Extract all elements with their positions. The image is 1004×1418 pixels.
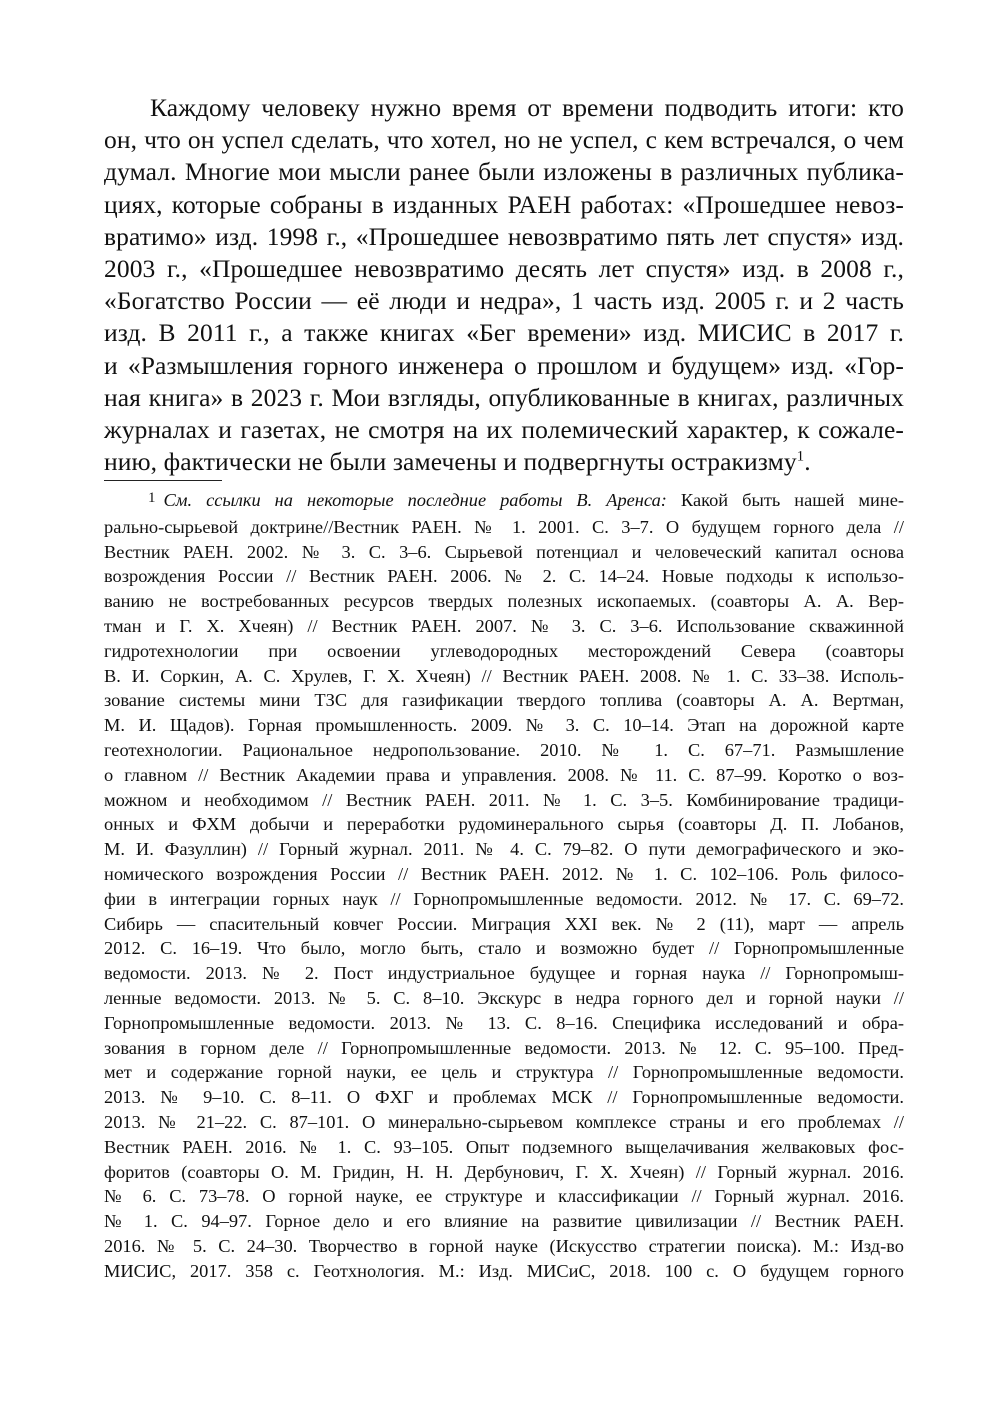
- footnote-line: ванию не востребованных ресурсов твердых полезных ископаемых. (соавторы А. А. Вер-: [104, 591, 904, 612]
- footnote-line: Вестник РАЕН. 2016. № 1. С. 93–105. Опыт подземного выщелачивания желваковых фос-: [104, 1136, 904, 1157]
- paragraph-line: ная книга» в 2023 г. Мои взгляды, опубликованные в книгах, различных: [104, 382, 904, 412]
- paragraph-line: изд. В 2011 г., а также книгах «Бег времени» изд. МИСИС в 2017 г.: [104, 318, 904, 348]
- paragraph-line: Каждому человеку нужно время от времени подводить итоги: кто: [150, 93, 904, 122]
- paragraph-line: он, что он успел сделать, что хотел, но не успел, с кем встречался, о чем: [104, 125, 904, 155]
- footnote-line: Вестник РАЕН. 2002. № 3. С. 3–6. Сырьевой потенциал и человеческий капитал основа: [104, 541, 904, 562]
- footnote-line: 2016. № 5. С. 24–30. Творчество в горной науке (Искусство стратегии поиска). М.: Изд-во: [104, 1235, 904, 1256]
- footnote-line: ленные ведомости. 2013. № 5. С. 8–10. Экскурс в недра горного дел и горной науки //: [104, 987, 904, 1008]
- footnote-line: зование системы мини ТЗС для газификации твердого топлива (соавторы А. А. Вертман,: [104, 690, 904, 711]
- footnote-line: гидротехнологии при освоении углеводородных месторождений Севера (соавторы: [104, 640, 904, 661]
- footnote-line: № 1. С. 94–97. Горное дело и его влияние на развитие цивилизации // Вестник РАЕН.: [104, 1211, 904, 1232]
- paragraph-line: и «Размышления горного инженера о прошлом и будущем» изд. «Гор-: [104, 350, 904, 380]
- paragraph-line-text: нию, фактически не были замечены и подвергнуты остракизму: [104, 447, 797, 477]
- footnote-first-line: [104, 488, 904, 515]
- footnote-line: фии в интеграции горных наук // Горнопромышленные ведомости. 2012. № 17. С. 69–72.: [104, 888, 904, 909]
- footnote-line: 2013. № 9–10. С. 8–11. О ФХГ и проблемах МСК // Горнопромышленные ведомости.: [104, 1087, 904, 1108]
- footnote-line: номического возрождения России // Вестник РАЕН. 2012. № 1. С. 102–106. Роль филосо-: [104, 863, 904, 884]
- footnote-line: геотехнологии. Рациональное недропользование. 2010. № 1. С. 67–71. Размышление: [104, 739, 904, 760]
- footnote-line: № 6. С. 73–78. О горной науке, ее структуре и классификации // Горный журнал. 2016.: [104, 1186, 904, 1207]
- footnote-line: зования в горном деле // Горнопромышленные ведомости. 2013. № 12. С. 95–100. Пред-: [104, 1037, 904, 1058]
- paragraph-line: вратимо» изд. 1998 г., «Прошедшее невозвратимо пять лет спустя» изд.: [104, 221, 904, 251]
- footnote-separator: [104, 480, 222, 481]
- footnote-line: онных и ФХМ добычи и переработки рудоминерального сырья (соавторы Д. П. Лобанов,: [104, 814, 904, 835]
- footnote-line: форитов (соавторы О. М. Гридин, Н. Н. Дербунович, Г. Х. Хчеян) // Горный журнал. 2016.: [104, 1161, 904, 1182]
- footnote-line: тман и Г. Х. Хчеян) // Вестник РАЕН. 2007. № 3. С. 3–6. Использование скважинной: [104, 615, 904, 636]
- paragraph-line: циях, которые собраны в изданных РАЕН работах: «Прошедшее невоз-: [104, 189, 904, 219]
- footnote-line: М. И. Щадов). Горная промышленность. 2009. № 3. С. 10–14. Этап на дорожной карте: [104, 715, 904, 736]
- footnote-line-text: Какой быть нашей мине-: [680, 490, 904, 510]
- footnote-line: 2013. № 21–22. С. 87–101. О минерально-сырьевом комплексе страны и его проблемах //: [104, 1111, 904, 1132]
- paragraph-line: 2003 г., «Прошедшее невозвратимо десять лет спустя» изд. в 2008 г.,: [104, 254, 904, 284]
- paragraph-line: «Богатство России — её люди и недра», 1 часть изд. 2005 г. и 2 часть: [104, 286, 904, 316]
- paragraph-end-punct: .: [804, 447, 811, 477]
- paragraph-line: журналах и газетах, не смотря на их полемический характер, к сожале-: [104, 415, 904, 445]
- paragraph-last-line: [104, 446, 904, 478]
- main-paragraph: [104, 92, 904, 478]
- footnote-line: рально-сырьевой доктрине//Вестник РАЕН. № 1. 2001. С. 3–7. О будущем горного дела //: [104, 516, 904, 537]
- footnote: [104, 488, 904, 1284]
- footnote-line: о главном // Вестник Академии права и управления. 2008. № 11. С. 87–99. Коротко о воз-: [104, 764, 904, 785]
- footnote-line: ведомости. 2013. № 2. Пост индустриальное будущее и горная наука // Горнопромыш-: [104, 963, 904, 984]
- footnote-line: В. И. Соркин, А. С. Хрулев, Г. Х. Хчеян) // Вестник РАЕН. 2008. № 1. С. 33–38. Исполь-: [104, 665, 904, 686]
- footnote-line: можном и необходимом // Вестник РАЕН. 2011. № 1. С. 3–5. Комбинирование традици-: [104, 789, 904, 810]
- footnote-line: мет и содержание горной науки, ее цель и структура // Горнопромышленные ведомости.: [104, 1062, 904, 1083]
- footnote-italic-lead: См. ссылки на некоторые последние работы В. Аренса:: [163, 490, 667, 510]
- footnote-line: возрождения России // Вестник РАЕН. 2006. № 2. С. 14–24. Новые подходы к использо-: [104, 566, 904, 587]
- footnote-line: 2012. С. 16–19. Что было, могло быть, стало и возможно будет // Горнопромышленные: [104, 938, 904, 959]
- footnote-line: МИСИС, 2017. 358 с. Геотхнология. М.: Изд. МИСиС, 2018. 100 с. О будущем горного: [104, 1260, 904, 1281]
- paragraph-line: думал. Многие мои мысли ранее были изложены в различных публика-: [104, 157, 904, 187]
- footnote-line: Горнопромышленные ведомости. 2013. № 13. С. 8–16. Специфика исследований и обра-: [104, 1012, 904, 1033]
- footnote-line: Сибирь — спасительный ковчег России. Миграция XXI век. № 2 (11), март — апрель: [104, 913, 904, 934]
- footnote-line: М. И. Фазуллин) // Горный журнал. 2011. № 4. С. 79–82. О пути демографического и эко-: [104, 839, 904, 860]
- footnote-number: 1: [148, 490, 156, 506]
- footnote-reference[interactable]: 1: [796, 448, 805, 465]
